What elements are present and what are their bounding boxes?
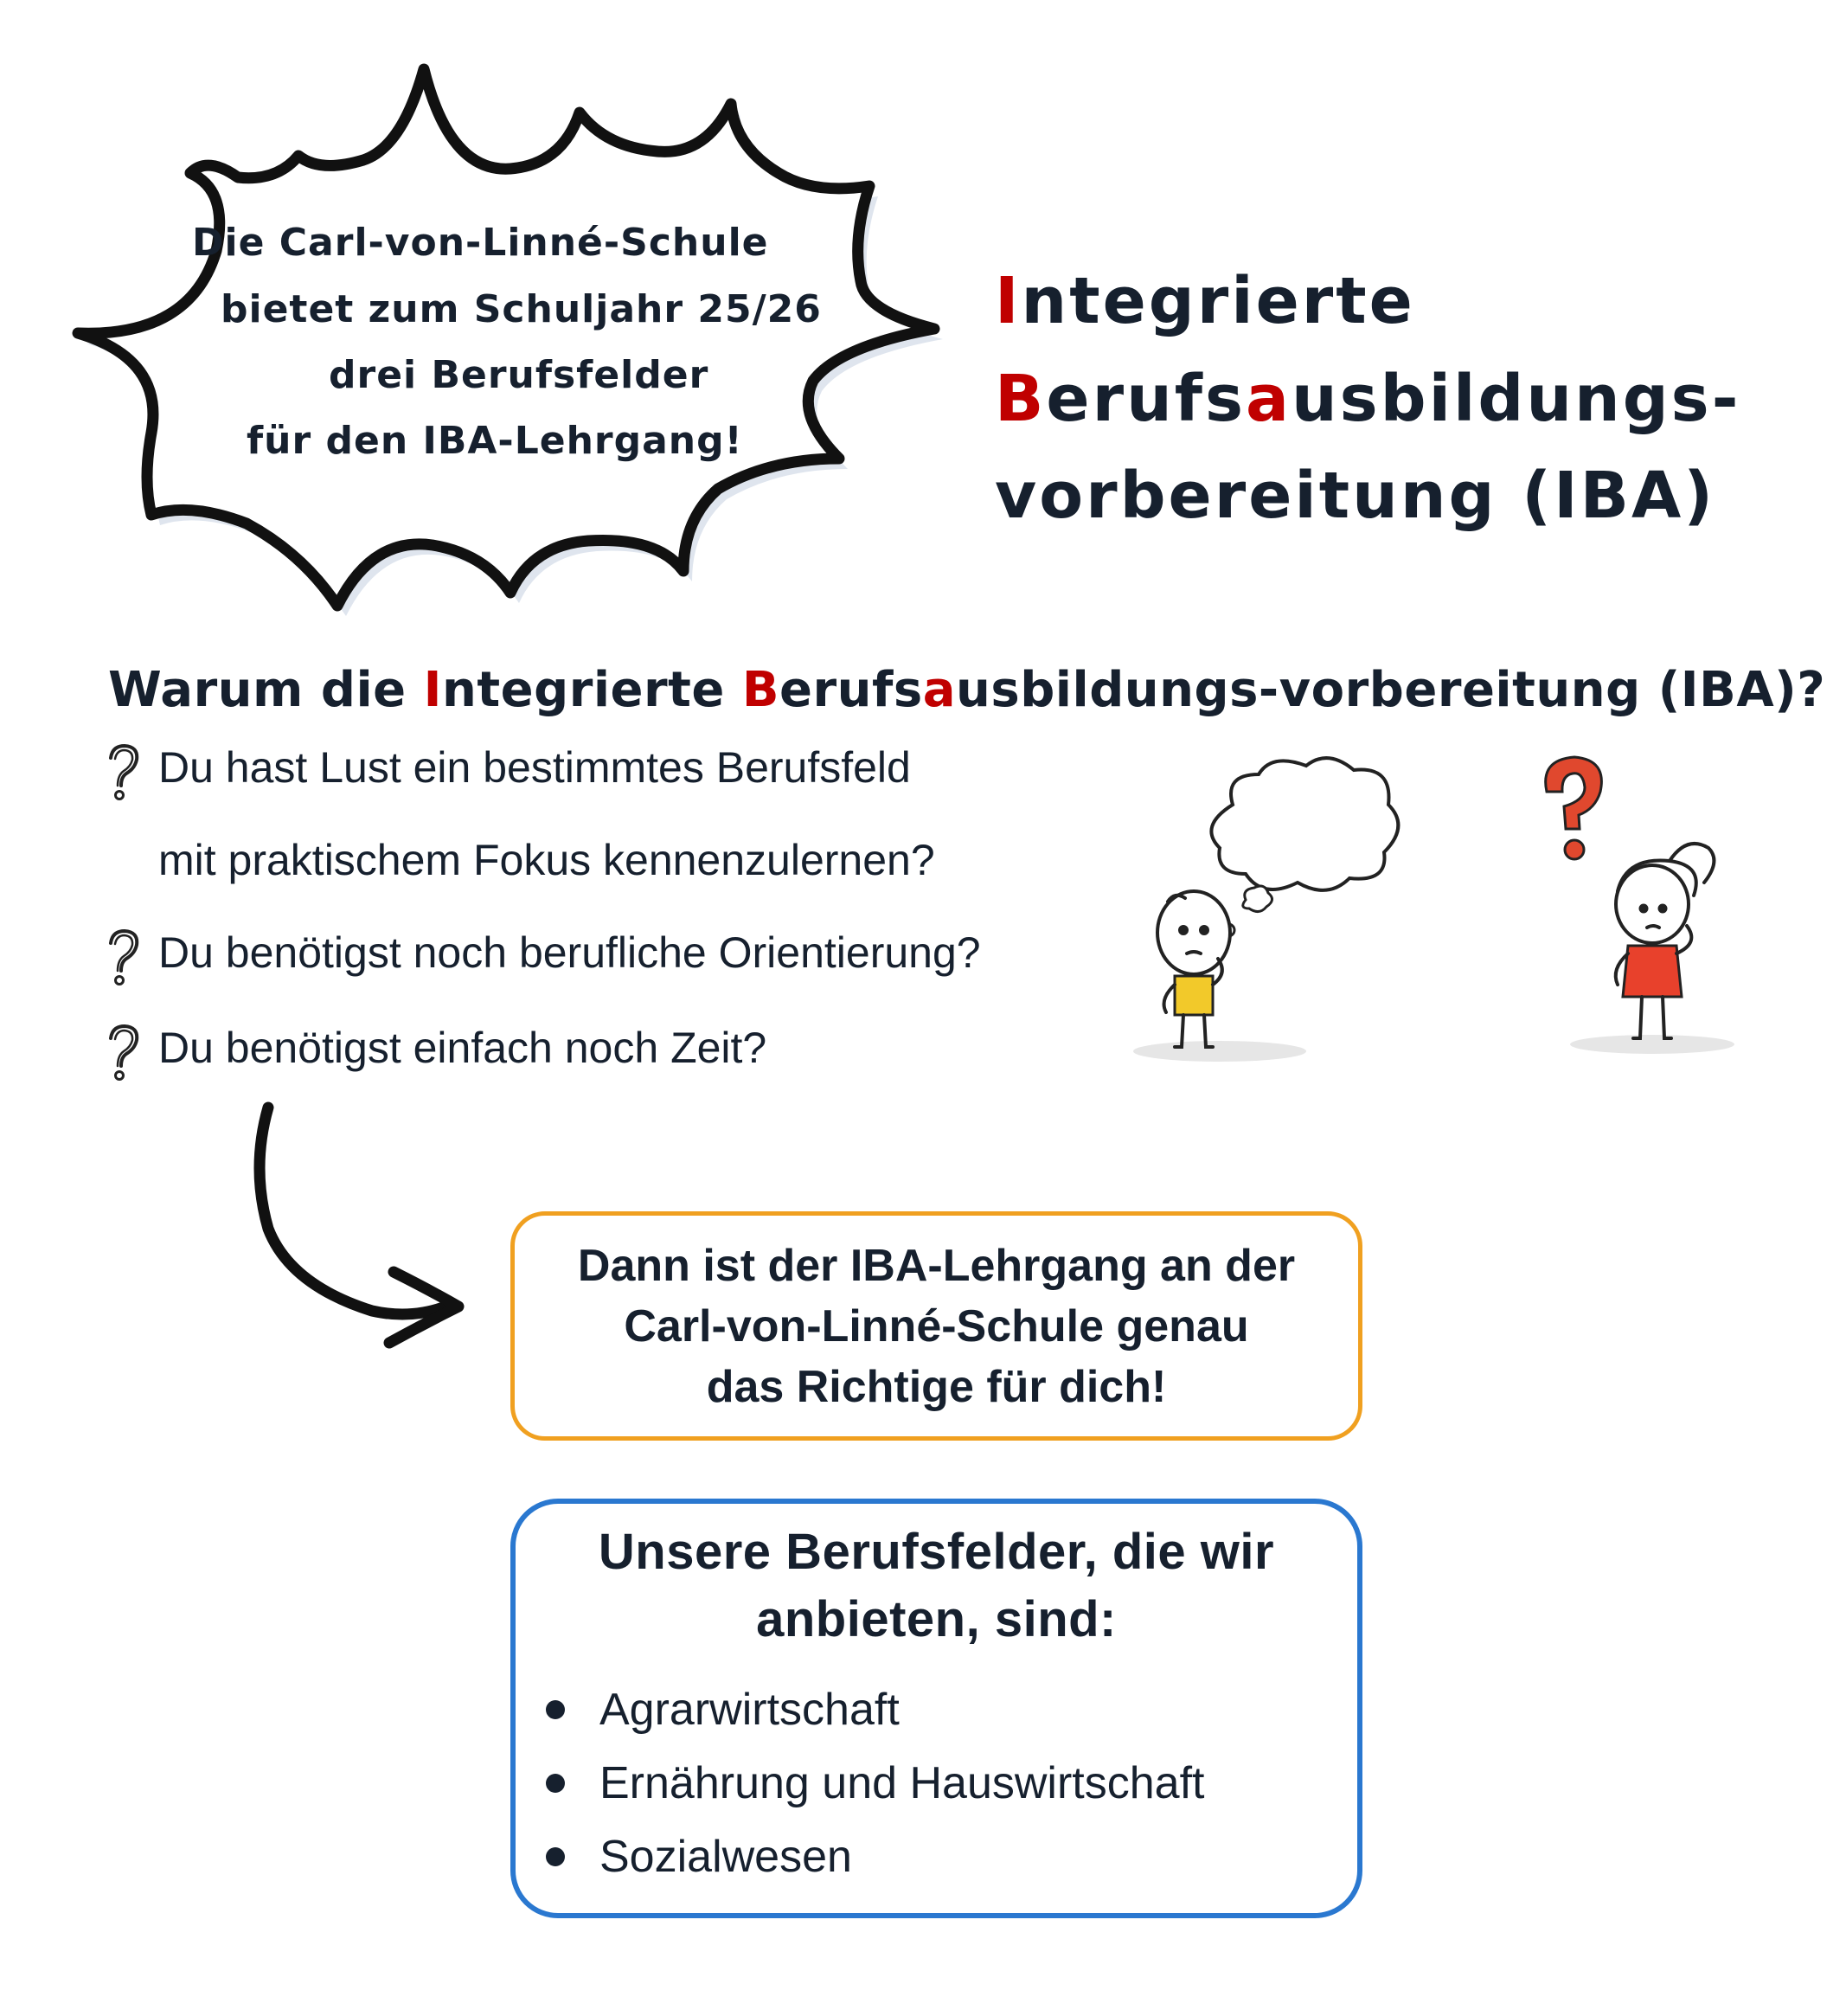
thinking-boy-figure (1157, 891, 1230, 1047)
burst-line-3: drei Berufsfelder (329, 353, 709, 397)
bullet-icon (546, 1700, 565, 1719)
why-prefix: Warum die (108, 662, 424, 718)
title-initial-i: I (995, 264, 1022, 338)
fields-heading-line-1: Unsere Berufsfelder, die wir (598, 1524, 1275, 1580)
bullet-icon (546, 1774, 565, 1793)
burst-line-4: für den IBA-Lehrgang! (247, 419, 743, 463)
fields-box (510, 1499, 1362, 1918)
callout-box (510, 1211, 1362, 1441)
field-item-label: Sozialwesen (599, 1832, 852, 1882)
title-line-2 (995, 362, 1740, 436)
field-item (546, 1757, 1205, 1809)
question-3: Du benötigst einfach noch Zeit? (158, 1024, 767, 1072)
question-mark-icon (102, 928, 144, 988)
fields-heading-line-2: anbieten, sind: (756, 1591, 1117, 1647)
thought-cloud-icon (1211, 758, 1398, 936)
question-2: Du benötigst noch berufliche Orientierung? (158, 928, 981, 977)
why-initial-b: B (741, 662, 780, 718)
burst-line-1: Die Carl-von-Linné-Schule (192, 221, 769, 265)
question-mark-icon (102, 742, 144, 803)
curved-arrow-icon (242, 1090, 484, 1367)
title-line-2-part2: usbildungs- (1291, 362, 1741, 436)
question-1a: Du hast Lust ein bestimmtes Berufsfeld (158, 743, 911, 792)
why-initial-i: I (423, 662, 442, 718)
title-letter-a: a (1246, 362, 1292, 436)
title-line-1 (995, 264, 1415, 338)
burst-bubble (61, 52, 969, 640)
question-mark-icon (102, 1023, 144, 1083)
title-initial-b: B (995, 362, 1047, 436)
why-heading (108, 662, 1825, 718)
field-item (546, 1831, 852, 1883)
callout-line-1: Dann ist der IBA-Lehrgang an der (577, 1241, 1296, 1291)
why-ntegrierte: ntegrierte (442, 662, 742, 718)
callout-line-3: das Richtige für dich! (706, 1362, 1167, 1412)
burst-line-2: bietet zum Schuljahr 25/26 (221, 287, 822, 331)
thinking-girl-figure (1616, 844, 1715, 1038)
title-line-1-rest: ntegrierte (1021, 264, 1415, 338)
field-item-label: Agrarwirtschaft (599, 1685, 900, 1735)
title-line-2-part1: erufs (1046, 362, 1247, 436)
callout-line-2: Carl-von-Linné-Schule genau (624, 1301, 1249, 1351)
red-question-mark-icon (1546, 757, 1602, 859)
title-line-3: vorbereitung (IBA) (995, 459, 1716, 533)
thinking-figures-illustration (1133, 753, 1756, 1082)
bullet-icon (546, 1847, 565, 1866)
question-1b: mit praktischem Fokus kennenzulernen? (158, 836, 935, 884)
field-item-label: Ernährung und Hauswirtschaft (599, 1758, 1205, 1808)
why-suffix: usbildungs-vorbereitung (IBA)? (956, 662, 1826, 718)
why-letter-a: a (922, 662, 957, 718)
why-erufs: erufs (779, 662, 923, 718)
field-item (546, 1684, 900, 1736)
